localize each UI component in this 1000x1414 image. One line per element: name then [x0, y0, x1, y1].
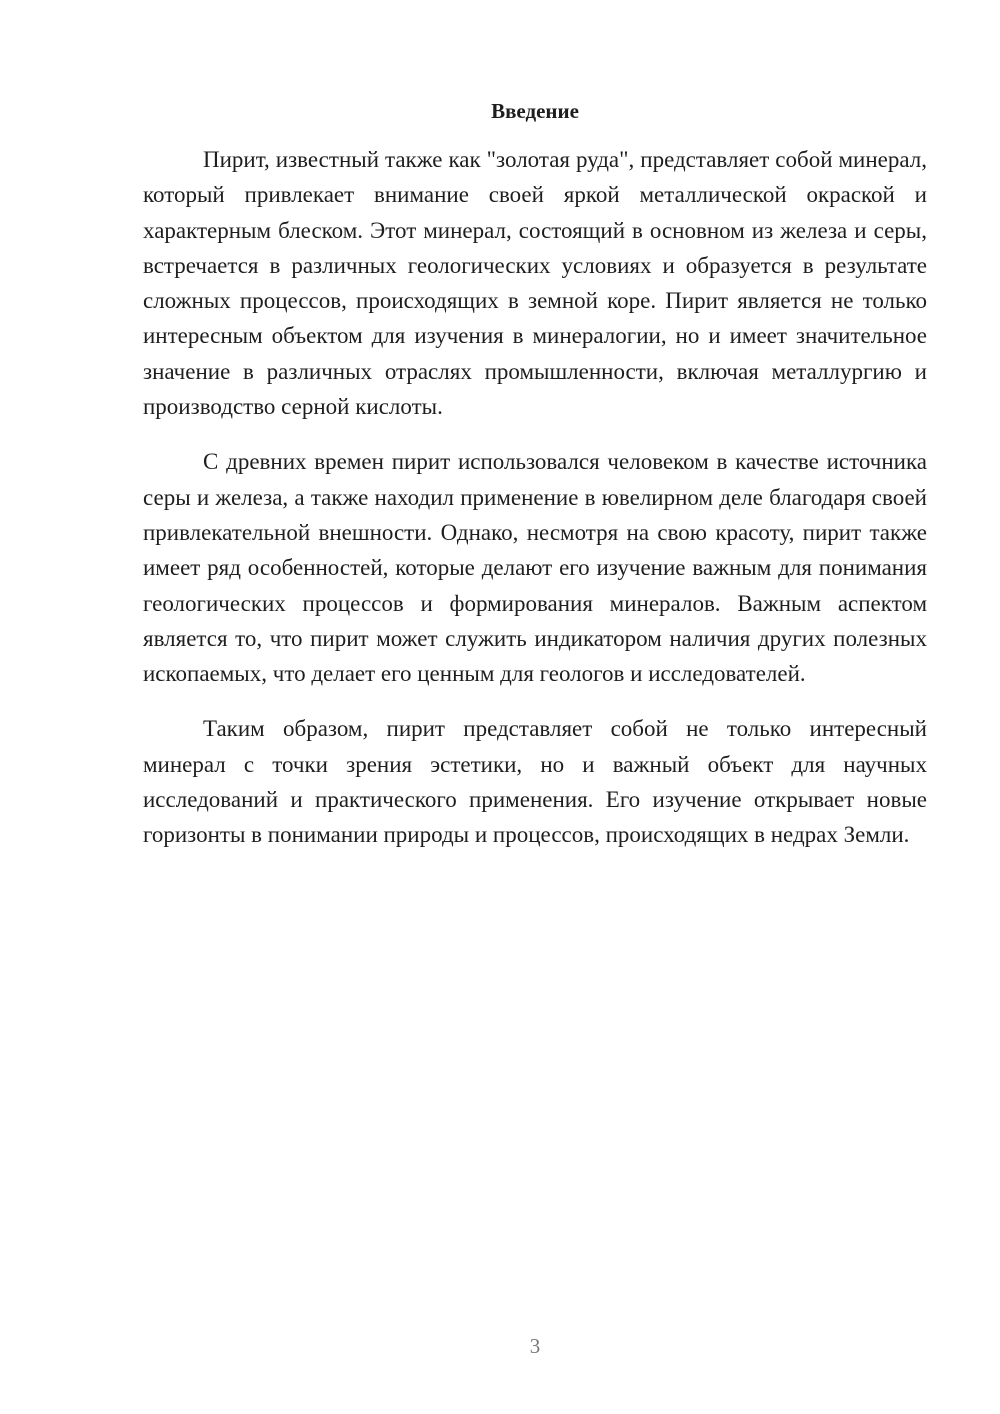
paragraph: Таким образом, пирит представляет собой не только интересный минерал с точки зрения эстетики, но и важный объект для научных исследований и практического применения. Его изучение открывает новые горизонты в понимании природы и процессов, происходящих в недрах Земли.: [143, 716, 927, 848]
body-text: [143, 142, 927, 873]
section-heading: Введение: [491, 99, 579, 123]
paragraph: С древних времен пирит использовался человеком в качестве источника серы и железа, а также находил применение в ювелирном деле благодаря своей привлекательной внешности. Однако, несмотря на свою красоту, пирит также имеет ряд особенностей, которые делают его изучение важным для понимания геологических процессов и формирования минералов. Важным аспектом является то, что пирит может служить индикатором наличия других полезных ископаемых, что делает его ценным для геологов и исследователей.: [143, 449, 927, 687]
page-number: 3: [529, 1334, 541, 1358]
paragraph: Пирит, известный также как "золотая руда", представляет собой минерал, который привлекает внимание своей яркой металлической окраской и характерным блеском. Этот минерал, состоящий в основном из железа и серы, встречается в различных геологических условиях и образуется в результате сложных процессов, происходящих в земной коре. Пирит является не только интересным объектом для изучения в минералогии, но и имеет значительное значение в различных отраслях промышленности, включая металлургию и производство серной кислоты.: [143, 147, 927, 420]
